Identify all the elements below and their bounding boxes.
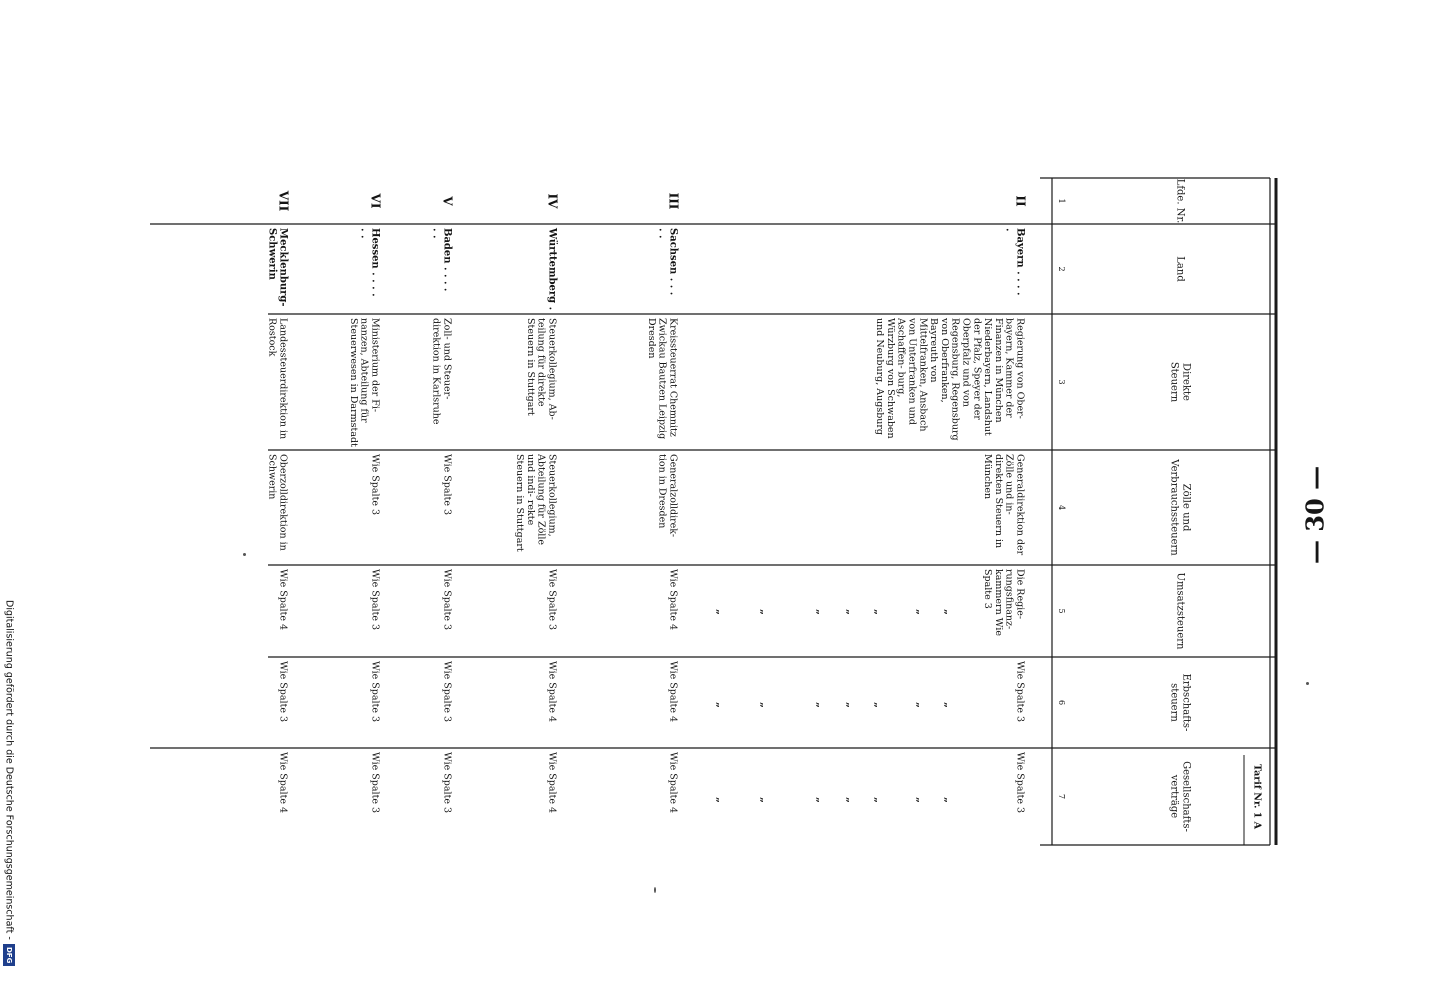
customs-authority: Wie Spalte 3 bbox=[369, 454, 381, 516]
ditto-mark: „ bbox=[844, 609, 856, 615]
customs-authority: Oberzolldirektion in bbox=[277, 454, 289, 551]
row-land: . . bbox=[656, 228, 668, 239]
turnover-tax-authority: rungsfinanz- bbox=[1003, 569, 1015, 630]
turnover-tax-authority: Wie Spalte 4 bbox=[277, 569, 289, 631]
direct-taxes-authority: Ministerium der Fi- bbox=[369, 318, 381, 413]
company-contract-authority: Wie Spalte 3 bbox=[369, 752, 381, 814]
column-header: Verbrauchssteuern bbox=[1168, 459, 1180, 556]
company-contract-authority: Wie Spalte 4 bbox=[277, 752, 289, 814]
customs-authority: und indi- rekte bbox=[524, 454, 536, 526]
row-land: Bayern . . . . bbox=[1014, 228, 1026, 296]
turnover-tax-authority: Die Regie- bbox=[1014, 569, 1026, 620]
direct-taxes-authority: Würzburg von Schwaben bbox=[884, 318, 896, 439]
company-contract-authority: Wie Spalte 4 bbox=[667, 752, 679, 814]
direct-taxes-authority: Mittelfranken, Ansbach bbox=[917, 318, 929, 432]
direct-taxes-authority: von Unterfranken und bbox=[906, 318, 918, 426]
row-land: Hessen . . . . bbox=[369, 228, 381, 297]
direct-taxes-authority: Oberpfalz und von bbox=[960, 318, 972, 407]
ditto-mark: „ bbox=[758, 702, 770, 708]
row-land: Baden . . . . bbox=[441, 228, 453, 292]
direct-taxes-authority: Rostock bbox=[266, 318, 278, 357]
ditto-mark: „ bbox=[942, 797, 954, 803]
inheritance-tax-authority: Wie Spalte 3 bbox=[1014, 661, 1026, 723]
ditto-mark: „ bbox=[814, 702, 826, 708]
row-land: . . bbox=[358, 228, 370, 239]
direct-taxes-authority: Dresden bbox=[645, 318, 657, 359]
turnover-tax-authority: kammern Wie bbox=[992, 569, 1004, 636]
customs-authority: Steuern in Stuttgart bbox=[514, 454, 526, 552]
column-header: verträge bbox=[1168, 774, 1180, 819]
inheritance-tax-authority: Wie Spalte 4 bbox=[667, 661, 679, 723]
direct-taxes-authority: direktion in Karlsruhe bbox=[430, 318, 442, 425]
page-number: — 30 — bbox=[1300, 465, 1330, 565]
direct-taxes-authority: der Pfalz, Speyer der bbox=[971, 318, 983, 420]
direct-taxes-authority: Steuerkollegium, Ab- bbox=[546, 318, 558, 420]
column-header: steuern bbox=[1168, 683, 1180, 722]
ink-speck bbox=[654, 887, 656, 893]
ditto-mark: „ bbox=[914, 797, 926, 803]
row-land: . . bbox=[430, 228, 442, 239]
ditto-mark: „ bbox=[872, 609, 884, 615]
ditto-mark: „ bbox=[714, 609, 726, 615]
ditto-mark: „ bbox=[844, 797, 856, 803]
row-number: III bbox=[666, 192, 681, 210]
company-contract-authority: Wie Spalte 4 bbox=[546, 752, 558, 814]
ditto-mark: „ bbox=[714, 797, 726, 803]
column-header: Gesellschafts- bbox=[1180, 761, 1192, 832]
turnover-tax-authority: Wie Spalte 3 bbox=[441, 569, 453, 631]
direct-taxes-authority: teilung für direkte bbox=[535, 318, 547, 407]
row-number: IV bbox=[545, 193, 560, 209]
direct-taxes-authority: Aschaffen- burg, bbox=[895, 318, 907, 398]
ink-speck bbox=[1306, 682, 1309, 685]
turnover-tax-authority: Wie Spalte 4 bbox=[667, 569, 679, 631]
inheritance-tax-authority: Wie Spalte 4 bbox=[546, 661, 558, 723]
ditto-mark: „ bbox=[914, 702, 926, 708]
row-land: Württemberg . bbox=[546, 228, 558, 311]
header-note: Tarif Nr. 1 A bbox=[1251, 763, 1263, 830]
row-land: Mecklenburg- bbox=[277, 228, 289, 307]
direct-taxes-authority: Zoll- und Steuer- bbox=[441, 318, 453, 400]
customs-authority: München bbox=[982, 454, 994, 500]
direct-taxes-authority: Finanzen in München bbox=[992, 318, 1004, 423]
direct-taxes-authority: Bayreuth von bbox=[928, 318, 940, 383]
row-land: . bbox=[1003, 228, 1015, 232]
column-header: Erbschafts- bbox=[1180, 673, 1192, 732]
ditto-mark: „ bbox=[814, 797, 826, 803]
column-header: Umsatzsteuern bbox=[1174, 572, 1186, 650]
inheritance-tax-authority: Wie Spalte 3 bbox=[369, 661, 381, 723]
row-land: Schwerin bbox=[266, 228, 278, 280]
ditto-mark: „ bbox=[758, 797, 770, 803]
column-number: 6 bbox=[1057, 699, 1066, 706]
column-header: Zölle und bbox=[1180, 483, 1192, 532]
row-number: V bbox=[440, 196, 455, 206]
direct-taxes-authority: Regensburg, Regensburg bbox=[949, 318, 961, 441]
column-header: Direkte bbox=[1180, 363, 1192, 401]
footer-credit bbox=[0, 600, 18, 1000]
company-contract-authority: Wie Spalte 3 bbox=[441, 752, 453, 814]
direct-taxes-authority: bayern, Kammer der bbox=[1003, 318, 1015, 418]
company-contract-authority: Wie Spalte 3 bbox=[1014, 752, 1026, 814]
direct-taxes-authority: von Oberfranken, bbox=[938, 318, 950, 403]
direct-taxes-authority: Steuern in Stuttgart bbox=[524, 318, 536, 416]
footer-text: Digitalisierung gefördert durch die Deutsche Forschungsgemeinschaft - bbox=[3, 600, 15, 940]
ditto-mark: „ bbox=[914, 609, 926, 615]
ditto-mark: „ bbox=[814, 609, 826, 615]
ditto-mark: „ bbox=[872, 797, 884, 803]
row-number: VI bbox=[368, 193, 383, 209]
column-number: 5 bbox=[1057, 608, 1066, 614]
customs-authority: Generalzolldirek- bbox=[667, 454, 679, 538]
customs-authority: Abteilung für Zölle bbox=[535, 454, 547, 546]
turnover-tax-authority: Wie Spalte 3 bbox=[369, 569, 381, 631]
direct-taxes-authority: Kreissteuerrat Chemnitz bbox=[667, 318, 679, 437]
customs-authority: tion in Dresden bbox=[656, 454, 668, 529]
direct-taxes-authority: Steuerwesen in Darmstadt bbox=[347, 318, 359, 447]
column-number: 4 bbox=[1057, 504, 1066, 511]
direct-taxes-authority: Regierung von Ober- bbox=[1014, 318, 1026, 419]
direct-taxes-authority: Zwickau Bautzen Leipzig bbox=[656, 318, 668, 440]
customs-authority: Generaldirektion der bbox=[1014, 454, 1026, 556]
ditto-mark: „ bbox=[942, 702, 954, 708]
column-header: Land bbox=[1174, 256, 1186, 282]
direct-taxes-authority: Landessteuerdirektion in bbox=[277, 318, 289, 440]
ditto-mark: „ bbox=[758, 609, 770, 615]
column-header: Steuern bbox=[1168, 361, 1180, 403]
row-land: Sachsen . . . bbox=[667, 228, 679, 296]
customs-authority: direkten Steuern in bbox=[992, 454, 1004, 549]
turnover-tax-authority: Wie Spalte 3 bbox=[546, 569, 558, 631]
customs-authority: Schwerin bbox=[266, 454, 278, 500]
row-number: VII bbox=[276, 190, 291, 212]
direct-taxes-authority: nanzen, Abteilung für bbox=[358, 318, 370, 423]
customs-authority: Zölle und in- bbox=[1003, 454, 1015, 515]
column-number: 2 bbox=[1057, 266, 1066, 272]
column-number: 7 bbox=[1057, 793, 1066, 800]
ditto-mark: „ bbox=[942, 609, 954, 615]
ditto-mark: „ bbox=[844, 702, 856, 708]
column-number: 3 bbox=[1057, 379, 1066, 385]
direct-taxes-authority: und Neuburg, Augsburg bbox=[874, 318, 886, 436]
turnover-tax-authority: Spalte 3 bbox=[982, 569, 994, 609]
column-header: Lfde. Nr. bbox=[1174, 178, 1186, 224]
customs-authority: Wie Spalte 3 bbox=[441, 454, 453, 516]
ditto-mark: „ bbox=[872, 702, 884, 708]
inheritance-tax-authority: Wie Spalte 3 bbox=[277, 661, 289, 723]
inheritance-tax-authority: Wie Spalte 3 bbox=[441, 661, 453, 723]
ink-speck bbox=[243, 553, 246, 556]
column-number: 1 bbox=[1057, 198, 1066, 204]
dfg-logo: DFG bbox=[3, 944, 15, 966]
ditto-mark: „ bbox=[714, 702, 726, 708]
customs-authority: Steuerkollegium, bbox=[546, 454, 558, 537]
row-number: II bbox=[1013, 195, 1028, 207]
direct-taxes-authority: Niederbayern, Landshut bbox=[982, 318, 994, 436]
